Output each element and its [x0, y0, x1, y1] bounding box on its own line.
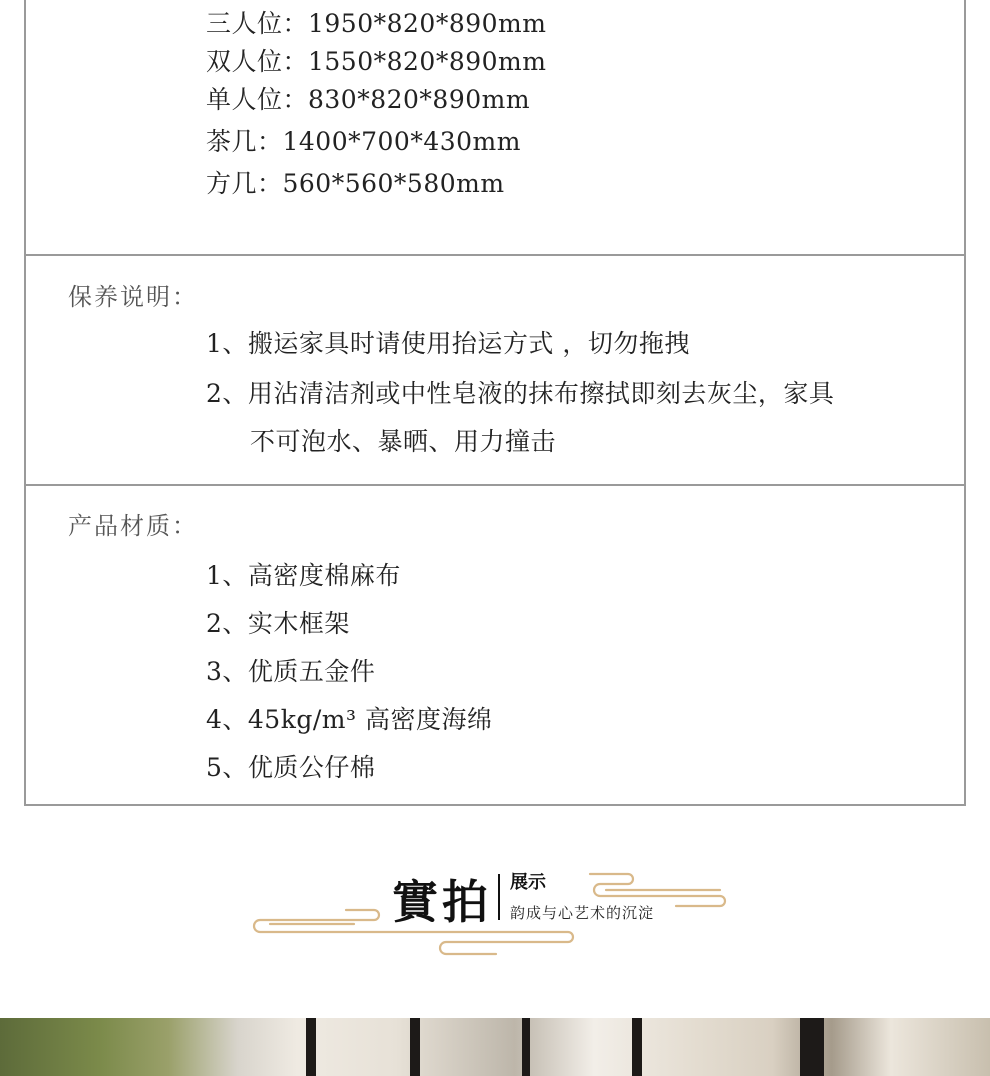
dimension-line: 茶几：1400*700*430mm: [206, 127, 521, 156]
section-banner: [250, 866, 740, 962]
care-item: 2、用沾清洁剂或中性皂液的抹布擦拭即刻去灰尘，家具: [206, 379, 835, 408]
product-photo: [0, 1018, 990, 1076]
dimension-line: 双人位：1550*820*890mm: [206, 47, 547, 76]
banner-subtitle: 展示: [510, 872, 546, 893]
material-item: 2、实木框架: [206, 609, 350, 638]
photo-pole: [306, 1018, 316, 1076]
dimension-line: 三人位：1950*820*890mm: [206, 9, 547, 38]
banner-tagline: 韵成与心艺术的沉淀: [510, 904, 655, 922]
row-divider: [26, 254, 964, 256]
material-label: 产品材质：: [68, 512, 198, 540]
care-item: 不可泡水、暴晒、用力撞击: [250, 427, 557, 456]
photo-pole: [632, 1018, 642, 1076]
material-item: 5、优质公仔棉: [206, 753, 376, 782]
dimension-line: 单人位：830*820*890mm: [206, 85, 531, 114]
banner-title: 實拍: [392, 875, 492, 929]
material-item: 3、优质五金件: [206, 657, 376, 686]
photo-pole: [522, 1018, 530, 1076]
spec-table: [24, 0, 966, 806]
material-item: 4、45kg/m³ 高密度海绵: [206, 705, 493, 734]
photo-pole: [800, 1018, 824, 1076]
dimension-line: 方几：560*560*580mm: [206, 169, 505, 198]
banner-divider: [498, 874, 500, 920]
row-divider: [26, 484, 964, 486]
material-item: 1、高密度棉麻布: [206, 561, 401, 590]
cloud-ornament: [250, 866, 740, 962]
care-item: 1、搬运家具时请使用抬运方式 ，切勿拖拽: [206, 329, 690, 358]
photo-pole: [410, 1018, 420, 1076]
care-label: 保养说明：: [68, 283, 198, 311]
